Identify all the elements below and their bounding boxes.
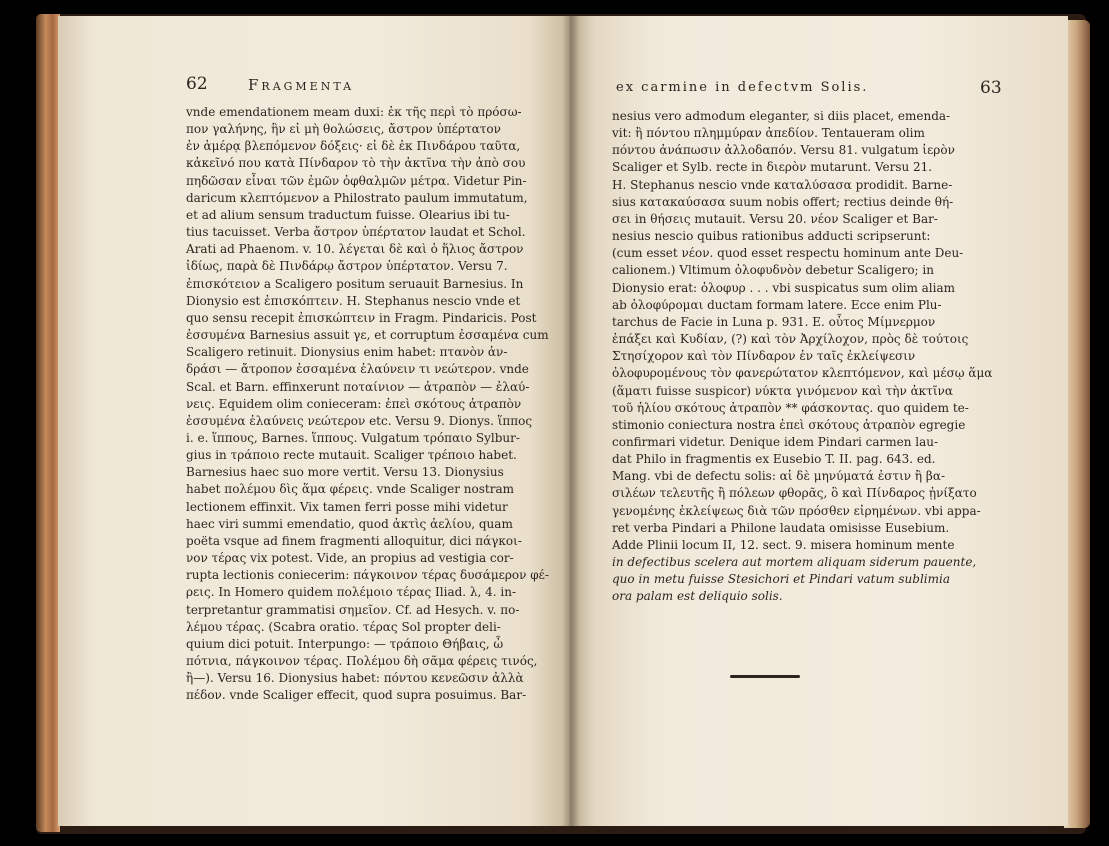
text-line: (ἅματι fuisse suspicor) νύκτα γινόμενον καὶ τὴν ἀκτῖνα [612, 383, 953, 398]
text-line: Mang. vbi de defectu solis: αἱ δὲ μηνύματά ἐστιν ἢ βα- [612, 469, 945, 484]
text-line: habet πολέμου δὶς ἅμα φέρεις. vnde Scaliger nostram [186, 482, 515, 497]
text-line: ἐπισκότειον a Scaligero positum seruauit Barnesius. In [186, 276, 524, 291]
text-line: νεις. Equidem olim conieceram: ἐπεὶ σκότους ἀτραπὸν [186, 396, 522, 411]
text-line: Scal. et Barn. effinxerunt ποταίνιον — ἀτραπὸν — ἐλαύ- [186, 379, 530, 394]
end-rule [730, 675, 800, 678]
text-line: quo in metu fuisse Stesichori et Pindari vatum sublimia [612, 572, 951, 587]
book-edge-left [36, 14, 60, 832]
text-line: ret verba Pindari a Philone laudata omisisse Eusebium. [612, 520, 950, 535]
text-line: stimonio coniectura nostra ἐπεὶ σκότους ἀτραπὸν egregie [612, 417, 966, 432]
text-line: λέμου τέρας. (Scabra oratio. τέρας Sol propter deli- [186, 619, 501, 634]
page-number-right: 63 [980, 78, 1002, 98]
text-line: ρεις. In Homero quidem πολέμοιο τέρας Iliad. λ, 4. in- [186, 585, 517, 600]
text-line: ὀλοφυρομένους τὸν φανερώτατον κλεπτόμενον, καὶ μέσῳ ἅμα [612, 366, 993, 381]
running-head-right: ex carmine in defectvm Solis. [616, 80, 869, 95]
text-line: δράσι — ἄτροπον ἐσσαμένα ἐλαύνειν τι νεώτερον. vnde [186, 362, 529, 377]
text-line: Dionysio est ἐπισκόπτειν. H. Stephanus nescio vnde et [186, 293, 521, 308]
text-line: i. e. ἵππους, Barnes. ἵππους. Vulgatum τρόπαιο Sylbur- [186, 430, 520, 445]
text-line: vnde emendationem meam duxi: ἐκ τῆς περὶ τὸ πρόσω- [186, 105, 522, 119]
text-line: πηδῶσαν εἶναι τῶν ἐμῶν ὀφθαλμῶν μέτρα. Videtur Pin- [186, 173, 527, 188]
text-line: σιλέων τελευτῆς ἢ πόλεων φθορᾶς, ὃ καὶ Πίνδαρος ᾐνίξατο [612, 486, 977, 501]
text-line: τοῦ ἡλίου σκότους ἀτραπὸν ** φάσκοντας. quo quidem te- [612, 400, 969, 415]
text-line: ἐν ἁμέρᾳ βλεπόμενον δόξεις· εἰ δὲ ἐκ Πινδάρου ταῦτα, [186, 139, 521, 154]
text-line: ἐσσυμένα ἐλαύνεις νεώτερον etc. Versu 9. Dionys. ἵππος [186, 413, 533, 428]
left-page-text [186, 104, 549, 704]
text-line: πέδον. vnde Scaliger effecit, quod supra posuimus. Bar- [186, 688, 527, 703]
gutter-shadow [562, 16, 580, 826]
text-line: σει in θήσεις mutauit. Versu 20. νέον Scaliger et Bar- [612, 211, 938, 226]
text-line: κἀκεῖνό που κατὰ Πίνδαρον τὸ τὴν ἀκτῖνα τὴν ἀπὸ σου [186, 156, 526, 171]
text-line: vit: ἢ πόντου πλημμύραν ἀπεδίον. Tentaueram olim [612, 126, 925, 141]
text-line: πόντου ἀνάπωσιν ἀλλοδαπόν. Versu 81. vulgatum ἱερὸν [612, 143, 955, 158]
text-line: Scaliger et Sylb. recte in διερὸν mutarunt. Versu 21. [612, 160, 933, 175]
text-line: gius in τράποιο recte mutauit. Scaliger τρέποιο habet. [186, 448, 517, 463]
text-line: nesius vero admodum eleganter, si diis placet, emenda- [612, 109, 951, 123]
text-line: Scaligero retinuit. Dionysius enim habet: πτανὸν ἀν- [186, 345, 508, 360]
text-line: calionem.) Vltimum ὀλοφυδνὸν debetur Scaligero; in [612, 263, 934, 278]
text-line: terpretantur grammatisi σημεῖον. Cf. ad Hesych. v. πο- [186, 602, 520, 617]
text-line: dat Philo in fragmentis ex Eusebio T. II. pag. 643. ed. [612, 452, 936, 467]
text-line: ora palam est deliquio solis. [612, 589, 783, 604]
text-line: lectionem effinxit. Vix tamen ferri posse mihi videtur [186, 499, 508, 514]
text-line: quo sensu recepit ἐπισκώπτειν in Fragm. Pindaricis. Post [186, 310, 537, 325]
text-line: πον γαλήνης, ἣν εἰ μὴ θολώσεις, ἄστρον ὑπέρτατον [186, 122, 501, 137]
text-line: in defectibus scelera aut mortem aliquam siderum pauente, [612, 555, 977, 570]
text-line: νον τέρας vix potest. Vide, an propius ad vestigia cor- [186, 551, 514, 566]
text-line: ἢ—). Versu 16. Dionysius habet: πόντου κενεῶσιν ἀλλὰ [186, 671, 524, 686]
text-line: (cum esset νέον. quod esset respectu hominum ante Deu- [612, 246, 964, 261]
text-line: daricum κλεπτόμενον a Philostrato paulum immutatum, [186, 190, 528, 205]
text-line: Dionysio erat: ὀλοφυρ . . . vbi suspicatus sum olim aliam [612, 280, 956, 295]
text-line: Στησίχορον καὶ τὸν Πίνδαρον ἐν ταῖς ἐκλείψεσιν [612, 349, 916, 364]
text-line: rupta lectionis coniecerim: πάγκοινον τέρας δυσάμερον φέ- [186, 568, 549, 583]
text-line: ἐπάξει καὶ Κυδίαν, (?) καὶ τὸν Ἀρχίλοχον, πρὸς δὲ τούτοις [612, 332, 969, 347]
page-number-left: 62 [186, 74, 208, 94]
text-line: Barnesius haec suo more vertit. Versu 13. Dionysius [186, 465, 504, 480]
text-line: ἐσσυμένα Barnesius assuit γε, et corruptum ἐσσαμένα cum [186, 328, 549, 343]
right-page-text [612, 108, 993, 606]
text-line: ἰδίως, παρὰ δὲ Πινδάρῳ ἄστρον ὑπέρτατον. Versu 7. [186, 259, 508, 274]
text-line: sius κατακαύσασα suum nobis offert; rectius deinde θή- [612, 194, 954, 209]
right-page [570, 16, 1068, 826]
text-line: quium dici potuit. Interpungo: — τράποιο Θήβαις, ὦ [186, 636, 504, 651]
running-head-left: Fragmenta [248, 76, 355, 94]
text-line: πότνια, πάγκοινον τέρας. Πολέμου δὴ σᾶμα φέρεις τινός, [186, 654, 538, 668]
text-line: et ad alium sensum traductum fuisse. Olearius ibi tu- [186, 207, 510, 222]
text-line: tarchus de Facie in Luna p. 931. E. οὗτος Μίμνερμον [612, 314, 936, 329]
text-line: H. Stephanus nescio vnde καταλύσασα prodidit. Barne- [612, 177, 953, 192]
text-line: γενομένης ἐκλείψεως διὰ τῶν πρόσθεν εἰρημένων. vbi appa- [612, 503, 981, 518]
text-line: ab ὀλοφύρομαι ductam formam latere. Ecce enim Plu- [612, 297, 942, 312]
text-line: Arati ad Phaenom. v. 10. λέγεται δὲ καὶ ὁ ἥλιος ἄστρον [186, 242, 524, 257]
left-page [58, 16, 570, 826]
text-line: confirmari videtur. Denique idem Pindari carmen lau- [612, 434, 939, 449]
text-line: Adde Plinii locum II, 12. sect. 9. misera hominum mente [612, 537, 955, 552]
text-line: tius tacuisset. Verba ἄστρον ὑπέρτατον laudat et Schol. [186, 225, 526, 240]
text-line: poëta vsque ad finem fragmenti alloquitur, dici πάγκοι- [186, 533, 522, 548]
text-line: nesius nescio quibus rationibus adducti scripserunt: [612, 229, 931, 244]
text-line: haec viri summi emendatio, quod ἀκτὶς ἀελίου, quam [186, 516, 513, 531]
